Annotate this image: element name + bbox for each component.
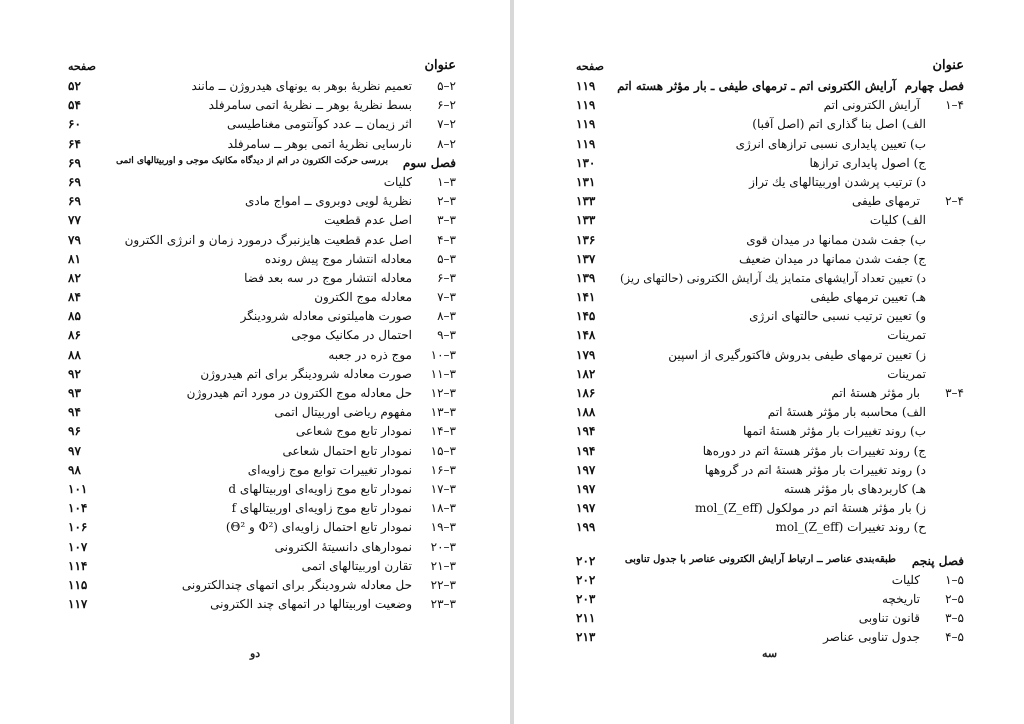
entry-page-number: ۱۰۴	[68, 501, 88, 516]
entry-page-number: ۱۰۱	[68, 481, 88, 496]
entry-page-number: ۸۵	[68, 309, 81, 324]
entry-page-number: ۹۷	[68, 443, 81, 458]
toc-entry-row	[576, 116, 964, 135]
toc-entry-row	[68, 423, 456, 442]
entry-page-number: ۸۲	[68, 270, 81, 285]
entry-title: تمرینات	[887, 366, 926, 381]
entry-title: طبقه‌بندی عناصر ــ ارتباط آرایش الکترونی عناصر با جدول تناوبی	[624, 553, 896, 565]
entry-title: د) تعیین تعداد آرایشهای متمایز یك آرایش الکترونی (حالتهای ریز)	[620, 270, 926, 285]
entry-title: حل معادله موج الکترون در مورد اتم هیدروژن	[186, 386, 412, 400]
entry-title: قانون تناوبی	[858, 611, 920, 626]
toc-entry-row	[576, 443, 964, 462]
toc-entry-row	[68, 308, 456, 327]
entry-title: ز) تعیین ترمهای طیفی بدروش فاکتورگیری از اسپین	[668, 347, 926, 362]
entry-title: نمودار تغییرات توابع موج زاویه‌ای	[247, 462, 412, 477]
entry-title: آرایش الکترونی اتم	[823, 98, 920, 113]
entry-page-number: ۱۱۹	[576, 79, 596, 93]
entry-number: ۴–۱	[945, 98, 964, 113]
toc-entry-row	[576, 366, 964, 385]
toc-entry-row	[576, 327, 964, 346]
entry-title: نارسایی نظریهٔ اتمی بوهر ــ سامرفلد	[227, 136, 412, 151]
entry-title: کلیات	[891, 572, 920, 587]
entry-title: جدول تناوبی عناصر	[823, 630, 920, 645]
entry-title: د) ترتیب پرشدن اوربیتالهای یك تراز	[749, 174, 926, 189]
toc-entry-row	[576, 610, 964, 629]
entry-page-number: ۱۳۷	[576, 251, 596, 266]
entry-title: موج ذره در جعبه	[328, 347, 412, 362]
toc-entry-row	[576, 232, 964, 251]
toc-entry-row	[68, 289, 456, 308]
entry-title: مفهوم ریاضی اوربیتال اتمی	[274, 405, 412, 420]
entry-page-number: ۸۸	[68, 347, 81, 362]
toc-entry-row	[68, 462, 456, 481]
toc-entry-row	[576, 251, 964, 270]
entry-number: ۳–۲۱	[430, 558, 456, 573]
entry-page-number: ۵۴	[68, 98, 81, 113]
entry-page-number: ۱۳۰	[576, 155, 596, 170]
entry-title: ج) اصول پایداری ترازها	[809, 155, 926, 170]
entry-page-number: ۱۴۱	[576, 290, 596, 305]
entry-number: فصل پنجم	[911, 553, 964, 568]
entry-page-number: ۱۳۶	[576, 232, 596, 247]
entry-page-number: ۱۳۳	[576, 213, 596, 228]
left-toc	[68, 56, 456, 615]
entry-page-number: ۹۳	[68, 386, 81, 400]
toc-chapter-row	[576, 78, 964, 97]
entry-title: بسط نظریهٔ بوهر ــ نظریهٔ اتمی سامرفلد	[208, 98, 412, 113]
entry-number: ۲–۸	[437, 136, 456, 151]
entry-page-number: ۱۴۵	[576, 309, 596, 324]
entry-page-number: ۱۸۶	[576, 386, 596, 400]
entry-title: حل معادله شرودینگر برای اتمهای چندالکترونی	[181, 577, 412, 592]
toc-entry-row	[576, 136, 964, 155]
entry-page-number: ۲۰۳	[576, 591, 596, 606]
entry-number: ۲–۷	[437, 117, 456, 132]
entry-title: کلیات	[383, 174, 412, 189]
entry-number: ۳–۲	[437, 194, 456, 209]
entry-title: الف) کلیات	[869, 213, 926, 228]
toc-chapter-row	[68, 155, 456, 174]
entry-page-number: ۶۴	[68, 136, 81, 151]
entry-title: ب) روند تغییرات بار مؤثر هستهٔ اتمها	[743, 424, 926, 439]
left-page	[0, 0, 510, 724]
entry-number: ۳–۱۵	[430, 443, 456, 458]
toc-entry-row	[68, 327, 456, 346]
entry-title: نمودار تابع احتمال شعاعی	[282, 443, 412, 458]
entry-title: الف) محاسبه بار مؤثر هستهٔ اتم	[767, 405, 926, 420]
entry-title: تعمیم نظریهٔ بوهر به یونهای هیدروژن ــ مانند	[191, 79, 412, 93]
entry-number: ۳–۲۰	[430, 539, 456, 554]
entry-title: ب) جفت شدن ممانها در میدان قوی	[746, 232, 926, 247]
entry-number: ۳–۱۷	[430, 481, 456, 496]
page-column-header: صفحه	[576, 60, 604, 73]
entry-number: ۵–۲	[945, 591, 964, 606]
toc-entry-row	[68, 116, 456, 135]
entry-number: ۵–۴	[945, 630, 964, 645]
page-folio: دو	[250, 647, 261, 660]
right-toc	[576, 56, 964, 648]
title-column-header: عنوان	[424, 58, 456, 73]
entry-page-number: ۱۳۱	[576, 174, 596, 189]
toc-entry-row	[68, 97, 456, 116]
entry-title: هـ) کاربردهای بار مؤثر هسته	[783, 481, 926, 496]
entry-page-number: ۸۶	[68, 328, 81, 343]
toc-entry-row	[68, 136, 456, 155]
entry-title: نمودار تابع احتمال زاویه‌ای (Φ² و Θ²)	[225, 520, 412, 535]
entry-number: فصل چهارم	[904, 79, 964, 93]
toc-entry-row	[68, 519, 456, 538]
entry-number: ۳–۵	[437, 251, 456, 266]
entry-page-number: ۶۹	[68, 155, 81, 170]
toc-entry-row	[576, 462, 964, 481]
left-toc-entries	[68, 78, 456, 615]
toc-entry-row	[576, 155, 964, 174]
toc-entry-row	[576, 500, 964, 519]
entry-title: صورت هامیلتونی معادله شرودینگر	[240, 309, 412, 324]
entry-page-number: ۱۰۷	[68, 539, 88, 554]
entry-page-number: ۱۰۶	[68, 520, 88, 535]
entry-title: ترمهای طیفی	[851, 194, 920, 209]
entry-number: ۳–۹	[437, 328, 456, 343]
entry-title: اثر زیمان ــ عدد کوآنتومی مغناطیسی	[227, 117, 412, 132]
entry-page-number: ۷۷	[68, 213, 81, 228]
entry-title: نمودار تابع موج زاویه‌ای اوربیتالهای d	[228, 481, 412, 496]
entry-title: نمودار تابع موج شعاعی	[295, 424, 412, 439]
entry-page-number: ۸۱	[68, 251, 81, 266]
toc-entry-row	[68, 596, 456, 615]
toc-entry-row	[576, 212, 964, 231]
entry-title: نظریهٔ لویی دوبروی ــ امواج مادی	[244, 194, 412, 209]
entry-title: معادله انتشار موج در سه بعد فضا	[244, 270, 412, 285]
entry-number: ۴–۳	[945, 386, 964, 400]
entry-page-number: ۵۲	[68, 79, 81, 93]
entry-title: اصل عدم قطعیت هایزنبرگ درمورد زمان و انرژی الکترون	[124, 232, 412, 247]
toc-entry-row	[68, 443, 456, 462]
entry-page-number: ۱۹۷	[576, 462, 596, 477]
entry-title: بار مؤثر هستهٔ اتم	[831, 386, 920, 400]
entry-number: ۲–۶	[437, 98, 456, 113]
toc-entry-row	[68, 500, 456, 519]
toc-entry-row	[576, 481, 964, 500]
entry-title: ج) روند تغییرات بار مؤثر هستهٔ اتم در دوره‌ها	[702, 443, 926, 458]
toc-entry-row	[576, 404, 964, 423]
toc-entry-row	[576, 308, 964, 327]
toc-entry-row	[68, 404, 456, 423]
entry-number: فصل سوم	[402, 155, 456, 170]
entry-title: بررسی حرکت الکترون در اتم از دیدگاه مکانیک موجی و اوربیتالهای اتمی	[116, 155, 388, 166]
title-column-header: عنوان	[932, 58, 964, 73]
toc-entry-row	[68, 385, 456, 404]
entry-page-number: ۲۰۲	[576, 553, 596, 568]
toc-entry-row	[68, 232, 456, 251]
entry-title: و) تعیین ترتیب نسبی حالتهای انرژی	[749, 309, 926, 324]
toc-entry-row	[68, 558, 456, 577]
entry-title: ح) روند تغییرات (Z_eff)_mol	[775, 520, 926, 535]
entry-number: ۳–۴	[437, 232, 456, 247]
toc-entry-row	[576, 572, 964, 591]
entry-title: الف) اصل بنا گذاری اتم (اصل آفبا)	[752, 117, 926, 132]
entry-title: د) روند تغییرات بار مؤثر هستهٔ اتم در گروهها	[704, 462, 926, 477]
toc-entry-row	[576, 97, 964, 116]
entry-page-number: ۱۱۹	[576, 117, 596, 132]
entry-number: ۳–۱۹	[430, 520, 456, 535]
entry-page-number: ۹۲	[68, 366, 81, 381]
entry-page-number: ۲۱۳	[576, 630, 596, 645]
entry-page-number: ۱۱۴	[68, 558, 88, 573]
toc-entry-row	[68, 212, 456, 231]
entry-page-number: ۱۱۷	[68, 597, 88, 612]
entry-title: معادله موج الکترون	[314, 290, 412, 305]
entry-number: ۲–۵	[437, 79, 456, 93]
toc-entry-row	[68, 270, 456, 289]
toc-entry-row	[68, 481, 456, 500]
entry-page-number: ۲۰۲	[576, 572, 596, 587]
entry-page-number: ۱۳۳	[576, 194, 596, 209]
entry-page-number: ۱۹۷	[576, 481, 596, 496]
entry-page-number: ۱۹۴	[576, 443, 596, 458]
right-toc-entries	[576, 78, 964, 648]
entry-title: نمودارهای دانسیتهٔ الکترونی	[274, 539, 412, 554]
entry-page-number: ۱۴۸	[576, 328, 596, 343]
toc-entry-row	[68, 251, 456, 270]
entry-number: ۳–۸	[437, 309, 456, 324]
entry-title: آرایش الکترونی اتم ـ ترمهای طیفی ـ بار مؤثر هسته اتم	[617, 79, 896, 93]
entry-page-number: ۱۹۹	[576, 520, 596, 535]
entry-page-number: ۶۹	[68, 174, 81, 189]
entry-page-number: ۹۶	[68, 424, 81, 439]
toc-entry-row	[68, 366, 456, 385]
entry-number: ۵–۳	[945, 611, 964, 626]
right-page	[514, 0, 1024, 724]
entry-number: ۳–۱۳	[430, 405, 456, 420]
entry-number: ۳–۱۰	[430, 347, 456, 362]
toc-entry-row	[576, 423, 964, 442]
entry-number: ۳–۱۸	[430, 501, 456, 516]
entry-page-number: ۹۴	[68, 405, 81, 420]
entry-title: معادله انتشار موج پیش رونده	[264, 251, 412, 266]
page-folio: سه	[762, 647, 778, 660]
entry-number: ۳–۱۲	[430, 386, 456, 400]
section-gap	[576, 539, 964, 553]
toc-entry-row	[68, 78, 456, 97]
entry-title: احتمال در مکانیک موجی	[291, 328, 412, 343]
toc-entry-row	[68, 577, 456, 596]
toc-entry-row	[68, 193, 456, 212]
entry-number: ۳–۶	[437, 270, 456, 285]
entry-page-number: ۹۸	[68, 462, 81, 477]
entry-page-number: ۷۹	[68, 232, 81, 247]
entry-page-number: ۸۴	[68, 290, 81, 305]
entry-page-number: ۶۰	[68, 117, 81, 132]
entry-number: ۳–۱۴	[430, 424, 456, 439]
toc-entry-row	[576, 519, 964, 538]
toc-chapter-row	[576, 553, 964, 572]
toc-entry-row	[576, 347, 964, 366]
entry-page-number: ۱۱۹	[576, 136, 596, 151]
entry-title: اصل عدم قطعیت	[324, 213, 412, 228]
entry-title: صورت معادله شرودینگر برای اتم هیدروژن	[200, 366, 412, 381]
entry-page-number: ۱۷۹	[576, 347, 596, 362]
entry-page-number: ۱۸۸	[576, 405, 596, 420]
entry-title: تمرینات	[887, 328, 926, 343]
toc-entry-row	[576, 385, 964, 404]
toc-entry-row	[68, 174, 456, 193]
toc-header	[576, 56, 964, 78]
entry-page-number: ۱۱۹	[576, 98, 596, 113]
entry-title: ج) جفت شدن ممانها در میدان ضعیف	[739, 251, 926, 266]
entry-number: ۳–۱	[437, 174, 456, 189]
entry-page-number: ۶۹	[68, 194, 81, 209]
entry-page-number: ۱۹۴	[576, 424, 596, 439]
entry-page-number: ۱۳۹	[576, 270, 596, 285]
entry-page-number: ۱۹۷	[576, 501, 596, 516]
toc-entry-row	[576, 629, 964, 648]
entry-title: تاریخچه	[881, 591, 920, 606]
toc-header	[68, 56, 456, 78]
entry-number: ۳–۳	[437, 213, 456, 228]
toc-entry-row	[576, 270, 964, 289]
entry-title: وضعیت اوربیتالها در اتمهای چند الکترونی	[210, 597, 412, 612]
entry-title: تقارن اوربیتالهای اتمی	[301, 558, 412, 573]
toc-entry-row	[576, 174, 964, 193]
entry-title: ز) بار مؤثر هستهٔ اتم در مولکول (Z_eff)_mol	[694, 501, 926, 516]
entry-number: ۳–۲۲	[430, 577, 456, 592]
entry-title: هـ) تعیین ترمهای طیفی	[810, 290, 926, 305]
entry-number: ۳–۱۶	[430, 462, 456, 477]
entry-number: ۴–۲	[945, 194, 964, 209]
toc-entry-row	[68, 539, 456, 558]
entry-page-number: ۱۸۲	[576, 366, 596, 381]
entry-number: ۳–۷	[437, 290, 456, 305]
entry-number: ۳–۱۱	[430, 366, 456, 381]
page-column-header: صفحه	[68, 60, 96, 73]
toc-entry-row	[576, 193, 964, 212]
entry-title: نمودار تابع موج زاویه‌ای اوربیتالهای f	[231, 501, 412, 516]
entry-title: ب) تعیین پایداری نسبی ترازهای انرژی	[735, 136, 926, 151]
entry-page-number: ۱۱۵	[68, 577, 88, 592]
toc-entry-row	[68, 347, 456, 366]
entry-number: ۳–۲۳	[430, 597, 456, 612]
toc-entry-row	[576, 289, 964, 308]
toc-entry-row	[576, 591, 964, 610]
entry-page-number: ۲۱۱	[576, 611, 596, 626]
entry-number: ۵–۱	[945, 572, 964, 587]
